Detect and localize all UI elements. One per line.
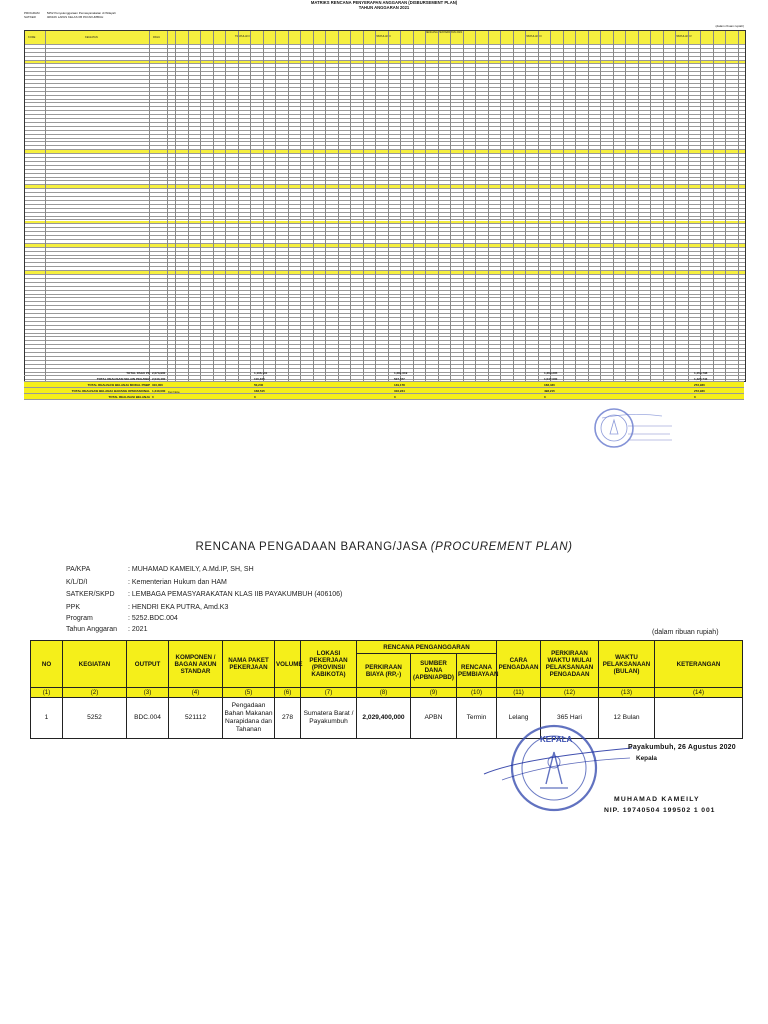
matrix-gridline [213,31,214,381]
totals-tw3: 168,430 [544,383,555,387]
totals-tw3: 1,047,000 [544,377,558,381]
matrix-gridline [338,31,339,381]
matrix-col-top: RENCANA PENYERAPAN 2021 [425,31,463,34]
totals-tw1: 110,460 [254,377,265,381]
plan-info-key: PA/KPA [66,566,91,573]
matrix-col-kode: KODE [28,36,36,39]
plan-info-value: : HENDRI EKA PUTRA, Amd.K3 [128,603,229,611]
totals-tw4: 0 [694,395,696,399]
matrix-gridline [175,31,176,381]
col-number: (14) [655,688,743,698]
header-no: NO [31,641,63,688]
matrix-gridline [388,31,389,381]
matrix-gridline [325,31,326,381]
totals-tw4: 1,420,743 [694,377,708,381]
col-number: (2) [63,688,127,698]
plan-info-block [66,564,342,636]
totals-label: TOTAL REALISASI BELANJA [108,395,150,399]
plan-info-value: : 5252.BDC.004 [128,615,178,623]
col-number: (12) [541,688,599,698]
cell-output: BDC.004 [127,698,169,739]
disbursement-matrix-table [24,30,746,382]
plan-info-value: : LEMBAGA PEMASYARAKATAN KLAS IIB PAYAKUMBUH (406106) [128,591,343,599]
col-number: (8) [357,688,411,698]
col-number: (7) [301,688,357,698]
plan-info-key: Program [66,615,93,623]
matrix-header-key: SATKER [24,14,36,19]
matrix-gridline [375,31,376,381]
matrix-header-info [24,12,116,20]
matrix-gridline [250,31,251,381]
plan-info-row [66,564,342,577]
col-number: (3) [127,688,169,698]
matrix-gridline [263,31,264,381]
plan-info-row [66,602,342,615]
matrix-header-satker [24,16,116,20]
matrix-gridline [700,31,701,381]
matrix-gridline [413,31,414,381]
totals-label: TOTAL REALISASI SELAIN PEGAWAI [96,377,150,381]
col-number: (11) [497,688,541,698]
totals-label: TOTAL REALISASI BELANJA MODAL PNBP [87,383,150,387]
matrix-col-tw1: TRIWULAN I [235,35,250,38]
cell-sumber-dana: APBN [411,698,457,739]
cell-pembiayaan: Termin [457,698,497,739]
matrix-gridline [675,31,676,381]
col-number: (1) [31,688,63,698]
matrix-gridline [225,31,226,381]
cell-waktu-mulai: 365 Hari [541,698,599,739]
small-official-stamp [592,404,678,452]
matrix-gridline [650,31,651,381]
signature-nip: NIP. 19740504 199502 1 001 [604,807,716,814]
plan-unit-note: (dalam ribuan rupiah) [652,629,719,636]
matrix-col-kegiatan: KEGIATAN [85,36,98,39]
col-number: (9) [411,688,457,698]
totals-pagu: 2,043,400 [152,377,166,381]
totals-pagu: 310,000 [152,383,163,387]
matrix-gridline [688,31,689,381]
plan-title-italic: (PROCUREMENT PLAN) [430,541,573,553]
totals-pagu: 2,073,900 [152,371,166,375]
matrix-col-tw2: TRIWULAN II [375,35,391,38]
matrix-gridline [450,31,451,381]
matrix-gridline [313,31,314,381]
matrix-header-key: PROGRAM [24,11,40,15]
header-perkiraan-biaya: PERKIRAAN BIAYA (RP,-) [357,654,411,688]
matrix-gridline [588,31,589,381]
cell-biaya: 2,029,400,000 [357,698,411,739]
matrix-header-value: 406106 LAPAS KELAS IIB PAYAKUMBUH [46,14,104,19]
cell-komponen: 521112 [169,698,223,739]
matrix-gridline [475,31,476,381]
plan-info-key: K/L/D/I [66,578,88,586]
totals-tw2: 316,234 [394,389,405,393]
header-rencana-penganggaran: RENCANA PENGANGGARAN [357,641,497,654]
matrix-gridline [513,31,514,381]
matrix-gridline [149,31,150,381]
matrix-gridline [438,31,439,381]
totals-tw2: 149,178 [394,383,405,387]
matrix-gridline [288,31,289,381]
totals-tw1: 0 [254,395,256,399]
totals-label: TOTAL REALISASI BELANJA BARANG OPERASIONAL [71,389,150,393]
totals-tw3: 498,215 [544,389,555,393]
cell-kegiatan: 5252 [63,698,127,739]
matrix-gridline [200,31,201,381]
matrix-gridline [538,31,539,381]
matrix-gridline [713,31,714,381]
matrix-gridline [45,31,46,381]
totals-tw1: 1,106,101 [254,371,268,375]
plan-info-row [66,577,342,590]
matrix-col-tw4: TRIWULAN IV [675,35,692,38]
matrix-gridline [738,31,739,381]
totals-tw4: 272,930 [694,383,705,387]
matrix-col-pagu: PAGU [153,36,161,39]
cell-lokasi: Sumatera Barat / Payakumbuh [301,698,357,739]
matrix-gridline [363,31,364,381]
matrix-title-line1: MATRIKS RENCANA PENYERAPAN ANGGARAN (DISBURSEMENT PLAN) [310,0,458,5]
matrix-unit-note: (dalam ribuan rupiah) [715,24,744,28]
matrix-gridline [238,31,239,381]
totals-tw1: 168,515 [254,389,265,393]
signature-role: Kepala [636,755,657,762]
col-number: (5) [223,688,275,698]
matrix-gridline [725,31,726,381]
matrix-col-tw3: TRIWULAN III [525,35,542,38]
matrix-gridline [350,31,351,381]
matrix-gridline [488,31,489,381]
totals-tw4: 1,453,738 [694,371,708,375]
matrix-gridline [563,31,564,381]
totals-pagu: 1,240,000 [152,389,166,393]
header-kegiatan: KEGIATAN [63,641,127,688]
header-lokasi: LOKASI PEKERJAAN (PROVINSI/ KABIKOTA) [301,641,357,688]
col-number: (4) [169,688,223,698]
cell-paket: Pengadaan Bahan Makanan Narapidana dan Tahanan [223,698,275,739]
plan-info-row [66,614,342,623]
header-volume: VOLUME [275,641,301,688]
matrix-gridline [525,31,526,381]
totals-label: TOTAL PAGU PP [126,371,150,375]
matrix-header-value: 5252 Penyelenggaraan Pemasyarakatan di Wilayah [46,11,116,15]
totals-tw3: 1,360,205 [544,371,558,375]
plan-title-main: RENCANA PENGADAAN BARANG/JASA [195,541,427,553]
header-rencana-pembiayaan: RENCANA PEMBIAYAAN [457,654,497,688]
col-number: (10) [457,688,497,698]
cell-no: 1 [31,698,63,739]
matrix-footnote: Ket Note [168,390,180,394]
col-number: (6) [275,688,301,698]
matrix-gridline [167,31,168,381]
signature-place-date: Payakumbuh, 26 Agustus 2020 [628,744,736,751]
header-sumber-dana: SUMBER DANA (APBN/APBD) [411,654,457,688]
plan-info-key: Tahun Anggaran [66,626,117,634]
plan-info-row [66,623,342,636]
plan-title [0,541,768,553]
header-nama-paket: NAMA PAKET PEKERJAAN [223,641,275,688]
matrix-gridline [625,31,626,381]
cell-waktu-pelaksanaan: 12 Bulan [599,698,655,739]
matrix-gridline [463,31,464,381]
header-keterangan: KETERANGAN [655,641,743,688]
matrix-gridline [500,31,501,381]
matrix-gridline [425,31,426,381]
header-waktu-pelaksanaan: WAKTU PELAKSANAAN (BULAN) [599,641,655,688]
cell-volume: 278 [275,698,301,739]
totals-tw3: 0 [544,395,546,399]
totals-row [24,394,744,400]
matrix-gridline [188,31,189,381]
cell-keterangan [655,698,743,739]
plan-info-value: : MUHAMAD KAMEILY, A.Md.IP, SH, SH [128,566,254,573]
cell-cara: Lelang [497,698,541,739]
header-output: OUTPUT [127,641,169,688]
totals-pagu: 0 [152,395,154,399]
matrix-title-line2: TAHUN ANGGARAN 2021 [358,5,410,10]
totals-tw1: 50,240 [254,383,264,387]
totals-tw4: 272,930 [694,389,705,393]
plan-info-value: : Kementerian Hukum dan HAM [128,578,227,586]
matrix-gridline [550,31,551,381]
totals-tw2: 527,377 [394,377,405,381]
plan-info-key: SATKER/SKPD [66,591,115,599]
header-komponen: KOMPONEN / BAGAN AKUN STANDAR [169,641,223,688]
matrix-gridline [600,31,601,381]
header-waktu-mulai: PERKIRAAN WAKTU MULAI PELAKSANAAN PENGADAAN [541,641,599,688]
matrix-gridline [575,31,576,381]
matrix-gridline [638,31,639,381]
stamp-text: KEPALA [540,735,573,744]
matrix-gridline [275,31,276,381]
matrix-gridline [400,31,401,381]
matrix-gridline [613,31,614,381]
matrix-gridline [663,31,664,381]
plan-info-row [66,589,342,602]
matrix-title [0,0,768,10]
signature-name: MUHAMAD KAMEILY [614,796,700,803]
header-cara-pengadaan: CARA PENGADAAN [497,641,541,688]
matrix-gridline [300,31,301,381]
col-number: (13) [599,688,655,698]
totals-tw2: 0 [394,395,396,399]
plan-info-key: PPK [66,603,81,611]
plan-info-value: : 2021 [128,626,148,634]
totals-tw2: 1,281,019 [394,371,408,375]
